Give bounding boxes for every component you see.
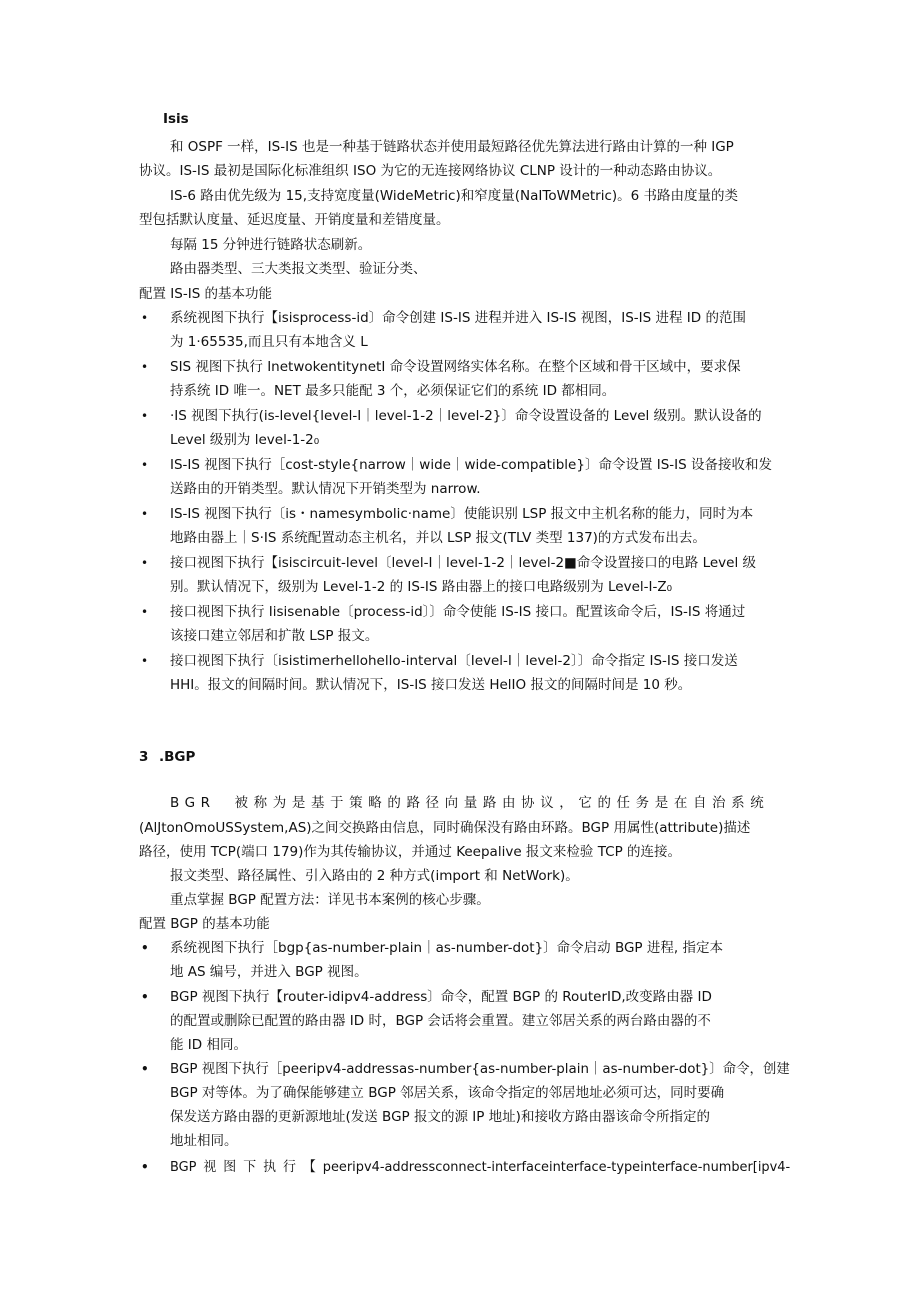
bullet-dot: •	[141, 605, 149, 619]
isis-bullet-3-line2: Level 级别为 level-1-2₀	[170, 432, 320, 448]
bgp-bullet-3-line2: BGP 对等体。为了确保能够建立 BGP 邻居关系，该命令指定的邻居地址必须可达，同时要确	[170, 1085, 725, 1101]
isis-bullet-1-line1: 系统视图下执行【isisprocess-id〕命令创建 IS-IS 进程并进入 IS-IS 视图，IS-IS 进程 ID 的范围	[170, 310, 746, 326]
bullet-dot: •	[141, 941, 149, 955]
bullet-dot: •	[141, 409, 149, 423]
bgp-bullet-3-line4: 地址相同。	[170, 1133, 238, 1149]
bullet-dot: •	[141, 654, 149, 668]
isis-bullet-4-line2: 送路由的开销类型。默认情况下开销类型为 narrow.	[170, 481, 481, 497]
bgp-heading	[139, 747, 195, 767]
bgp-bullet-2-line1: BGP 视图下执行【router-idipv4-address〕命令，配置 BGP 的 RouterID,改变路由器 ID	[170, 989, 712, 1005]
bgp-bullet-1-line2: 地 AS 编号，并进入 BGP 视图。	[170, 964, 368, 980]
bgp-p1-line3: 路径，使用 TCP(端口 179)作为其传输协议，并通过 Keepalive 报文来检验 TCP 的连接。	[139, 844, 682, 860]
isis-bullet-5-line2: 地路由器上｜S·IS 系统配置动态主机名，并以 LSP 报文(TLV 类型 137)的方式发布出去。	[170, 530, 706, 546]
bullet-dot: •	[141, 1062, 149, 1076]
isis-bullet-5-line1: IS-IS 视图下执行〔is・namesymbolic·name〕使能识别 LSP 报文中主机名称的能力，同时为本	[170, 506, 754, 522]
isis-p4: 路由器类型、三大类报文类型、验证分类、	[170, 261, 427, 277]
isis-p2-line2: 型包括默认度量、延迟度量、开销度量和差错度量。	[139, 212, 450, 228]
isis-p1-line2: 协议。IS-IS 最初是国际化标准组织 ISO 为它的无连接网络协议 CLNP 设计的一种动态路由协议。	[139, 163, 722, 179]
isis-p1-line1: 和 OSPF 一样，IS-IS 也是一种基于链路状态并使用最短路径优先算法进行路由计算的一种 IGP	[170, 139, 734, 155]
bgp-bullet-2-line2: 的配置或删除已配置的路由器 ID 时，BGP 会话将会重置。建立邻居关系的两台路由器的不	[170, 1013, 711, 1029]
isis-bullet-2-line1: SIS 视图下执行 InetwokentitynetI 命令设置网络实体名称。在整个区域和骨干区域中，要求保	[170, 359, 741, 375]
isis-bullet-2-line2: 持系统 ID 唯一。NET 最多只能配 3 个，必须保证它们的系统 ID 都相同。	[170, 383, 616, 399]
bullet-dot: •	[141, 311, 149, 325]
isis-title: Isis	[163, 111, 189, 127]
isis-bullet-6-line2: 别。默认情况下，级别为 Level-1-2 的 IS-IS 路由器上的接口电路级别为 Level-I-Z₀	[170, 579, 673, 595]
bgp-p1-line2: (AlJtonOmoUSSystem,AS)之间交换路由信息，同时确保没有路由环路。BGP 用属性(attribute)描述	[139, 820, 751, 836]
bgp-bullet-3-line3: 保发送方路由器的更新源地址(发送 BGP 报文的源 IP 地址)和接收方路由器该命令所指定的	[170, 1109, 710, 1125]
bgp-p2: 报文类型、路径属性、引入路由的 2 种方式(import 和 NetWork)。	[170, 868, 579, 884]
isis-bullet-8-line2: HHI。报文的间隔时间。默认情况下，IS-IS 接口发送 HelIO 报文的间隔时间是 10 秒。	[170, 677, 692, 693]
isis-p2-line1: IS-6 路由优先级为 15,支持宽度量(WideMetric)和窄度量(NaIToWMetric)。6 书路由度量的类	[170, 188, 739, 204]
isis-p3: 每隔 15 分钟进行链路状态刷新。	[170, 237, 372, 253]
bullet-dot: •	[141, 1160, 149, 1174]
bullet-dot: •	[141, 556, 149, 570]
isis-bullet-6-line1: 接口视图下执行【isiscircuit-level〔level-I｜level-1-2｜level-2■命令设置接口的电路 Level 级	[170, 555, 757, 571]
isis-bullet-1-line2: 为 1·65535,而且只有本地含义 L	[170, 334, 368, 350]
bgp-p3: 重点掌握 BGP 配置方法：详见书本案例的核心步骤。	[170, 892, 490, 908]
isis-config-heading: 配置 IS-IS 的基本功能	[139, 286, 273, 302]
isis-bullet-7-line2: 该接口建立邻居和扩散 LSP 报文。	[170, 628, 379, 644]
isis-bullet-3-line1: ·IS 视图下执行(is-level{level-I｜level-1-2｜level-2}〕命令设置设备的 Level 级别。默认设备的	[170, 408, 762, 424]
bullet-dot: •	[141, 507, 149, 521]
bullet-dot: •	[141, 458, 149, 472]
bullet-dot: •	[141, 360, 149, 374]
bgp-config-heading: 配置 BGP 的基本功能	[139, 916, 270, 932]
isis-bullet-7-line1: 接口视图下执行 Iisisenable〔process-id〕〕命令使能 IS-IS 接口。配置该命令后，IS-IS 将通过	[170, 604, 746, 620]
bgp-bullet-4-line1: BGP 视 图 下 执 行 【 peeripv4-addressconnect-interfaceinterface-typeinterface-number[ipv4-	[170, 1159, 791, 1175]
bgp-p1-line1: BGR 被称为是基于策略的路径向量路由协议，它的任务是在自治系统	[170, 795, 770, 811]
isis-bullet-8-line1: 接口视图下执行〔isistimerhellohello-interval〔Ievel-I｜level-2〕〕命令指定 IS-IS 接口发送	[170, 653, 738, 669]
bgp-bullet-1-line1: 系统视图下执行［bgp{as-number-plain｜as-number-dot}〕命令启动 BGP 进程, 指定本	[170, 940, 723, 956]
bgp-heading-number: 3	[139, 749, 149, 765]
bgp-bullet-2-line3: 能 ID 相同。	[170, 1037, 247, 1053]
isis-bullet-4-line1: IS-IS 视图下执行［cost-style{narrow｜wide｜wide-compatible}〕命令设置 IS-IS 设备接收和发	[170, 457, 772, 473]
bullet-dot: •	[141, 990, 149, 1004]
bgp-heading-title: .BGP	[159, 749, 196, 765]
bgp-bullet-3-line1: BGP 视图下执行［peeripv4-addressas-number{as-number-plain｜as-number-dot}〕命令，创建	[170, 1061, 790, 1077]
